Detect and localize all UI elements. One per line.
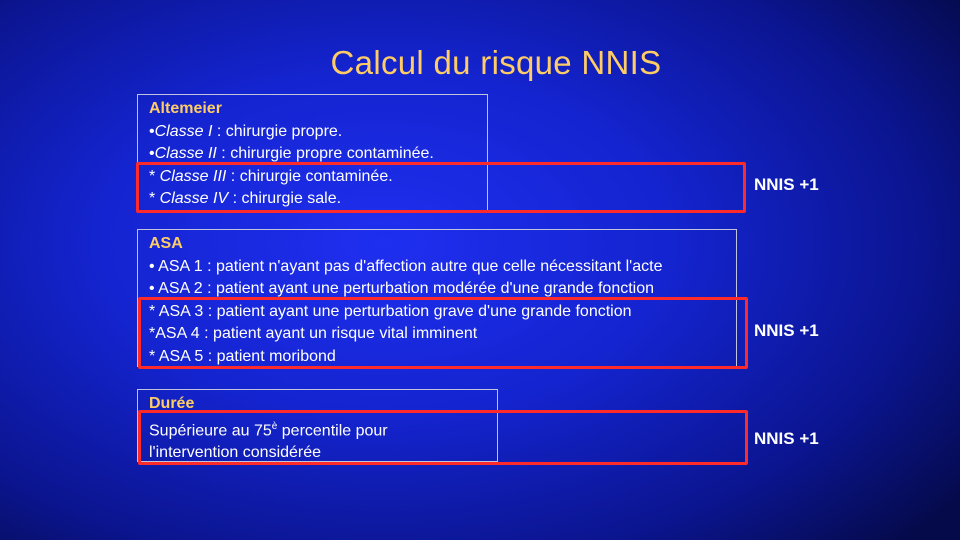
asa-item-4: *ASA 4 : patient ayant un risque vital imminent <box>149 325 478 342</box>
asa-item-3: * ASA 3 : patient ayant une perturbation grave d'une grande fonction <box>149 302 632 320</box>
asa-nnis-score: NNIS +1 <box>754 321 819 340</box>
duree-highlight <box>138 410 748 465</box>
asa-heading: ASA <box>149 235 183 252</box>
altemeier-item-4: * Classe IV : chirurgie sale. <box>149 190 342 207</box>
asa-item-1: • ASA 1 : patient n'ayant pas d'affection autre que celle nécessitant l'acte <box>149 257 663 275</box>
altemeier-item-3: * Classe III : chirurgie contaminée. <box>149 167 393 185</box>
altemeier-item-2: •Classe II : chirurgie propre contaminée. <box>149 145 434 162</box>
duree-heading: Durée <box>149 395 195 412</box>
duree-line-2: l'intervention considérée <box>149 444 322 462</box>
slide-title: Calcul du risque NNIS <box>330 44 662 81</box>
altemeier-heading: Altemeier <box>149 100 222 117</box>
asa-highlight <box>138 297 748 369</box>
asa-item-5: * ASA 5 : patient moribond <box>149 347 336 365</box>
altemeier-item-1: •Classe I : chirurgie propre. <box>149 122 343 140</box>
altemeier-nnis-score: NNIS +1 <box>754 175 819 194</box>
altemeier-highlight <box>136 162 746 213</box>
duree-nnis-score: NNIS +1 <box>754 429 819 448</box>
duree-line-1: Supérieure au $75^è$ percentile pour <box>149 420 388 439</box>
asa-item-2: • ASA 2 : patient ayant une perturbation modérée d'une grande fonction <box>149 280 655 297</box>
